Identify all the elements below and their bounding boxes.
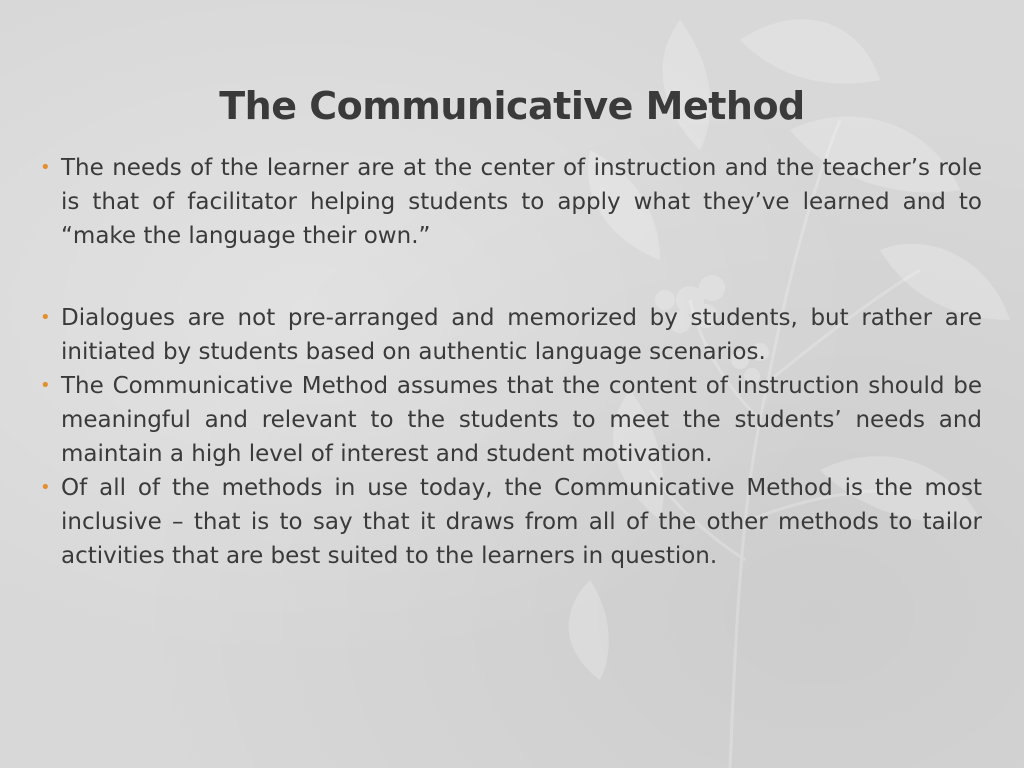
bullet-list [38, 151, 982, 573]
bullet-icon: • [40, 157, 51, 178]
bullet-icon: • [40, 375, 51, 396]
bullet-icon: • [40, 477, 51, 498]
bullet-text: The needs of the learner are at the center of instruction and the teacher’s role is that of facilitator helping students to apply what they’ve learned and to “make the language their own.” [61, 155, 982, 249]
bullet-text: The Communicative Method assumes that the content of instruction should be meaningful and relevant to the students to meet the students’ needs and maintain a high level of interest and student motivation. [61, 373, 982, 467]
bullet-text: Of all of the methods in use today, the Communicative Method is the most inclusive – that is to say that it draws from all of the other methods to tailor activities that are best suited to the learners in question. [61, 475, 982, 569]
bullet-item [38, 151, 982, 253]
bullet-icon: • [40, 307, 51, 328]
bullet-item [38, 301, 982, 369]
bullet-item [38, 369, 982, 471]
slide-title: The Communicative Method [219, 84, 805, 128]
bullet-text: Dialogues are not pre-arranged and memorized by students, but rather are initiated by students based on authentic language scenarios. [61, 305, 982, 365]
bullet-item [38, 471, 982, 573]
